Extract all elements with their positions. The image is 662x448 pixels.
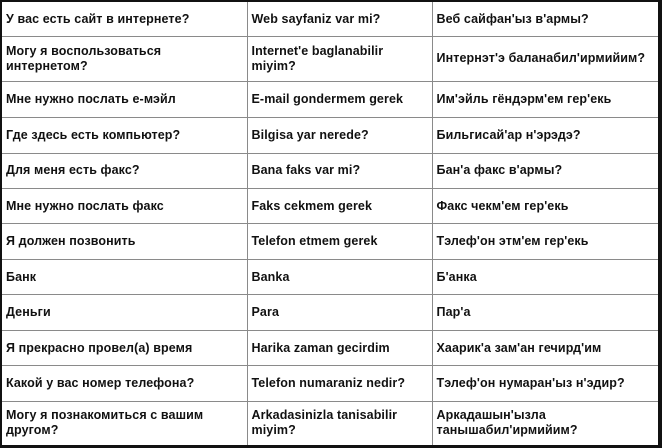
russian-phrase: Для меня есть факс? bbox=[2, 153, 247, 188]
turkish-phrase: Harika zaman gecirdim bbox=[247, 330, 432, 365]
pronunciation: Хаарик'а зам'ан гечирд'им bbox=[432, 330, 658, 365]
pronunciation: Веб сайфан'ыз в'армы? bbox=[432, 2, 658, 37]
turkish-phrase: Telefon numaraniz nedir? bbox=[247, 366, 432, 401]
pronunciation: Б'анка bbox=[432, 259, 658, 294]
russian-phrase: Деньги bbox=[2, 295, 247, 330]
turkish-phrase: Para bbox=[247, 295, 432, 330]
pronunciation: Пар'а bbox=[432, 295, 658, 330]
phrasebook-table bbox=[2, 2, 658, 445]
pronunciation: Тэлеф'он нумаран'ыз н'эдир? bbox=[432, 366, 658, 401]
turkish-phrase: Web sayfaniz var mi? bbox=[247, 2, 432, 37]
table-row bbox=[2, 401, 658, 445]
russian-phrase: У вас есть сайт в интернете? bbox=[2, 2, 247, 37]
turkish-phrase: Faks cekmem gerek bbox=[247, 189, 432, 224]
turkish-phrase: Banka bbox=[247, 259, 432, 294]
russian-phrase: Я должен позвонить bbox=[2, 224, 247, 259]
pronunciation: Им'эйль гёндэрм'ем гер'екь bbox=[432, 81, 658, 118]
table-row bbox=[2, 330, 658, 365]
russian-phrase: Где здесь есть компьютер? bbox=[2, 118, 247, 153]
table-row bbox=[2, 81, 658, 118]
russian-phrase: Мне нужно послать факс bbox=[2, 189, 247, 224]
russian-phrase: Какой у вас номер телефона? bbox=[2, 366, 247, 401]
pronunciation: Тэлеф'он этм'ем гер'екь bbox=[432, 224, 658, 259]
pronunciation: Факс чекм'ем гер'екь bbox=[432, 189, 658, 224]
table-row bbox=[2, 118, 658, 153]
table-row bbox=[2, 224, 658, 259]
table-row bbox=[2, 2, 658, 37]
turkish-phrase: Telefon etmem gerek bbox=[247, 224, 432, 259]
turkish-phrase: E-mail gondermem gerek bbox=[247, 81, 432, 118]
pronunciation: Аркадашын'ызла танышабил'ирмийим? bbox=[432, 401, 658, 445]
table-row bbox=[2, 153, 658, 188]
turkish-phrase: Bana faks var mi? bbox=[247, 153, 432, 188]
table-row bbox=[2, 295, 658, 330]
turkish-phrase: Internet'e baglanabilir miyim? bbox=[247, 37, 432, 81]
table-row bbox=[2, 189, 658, 224]
russian-phrase: Мне нужно послать е-мэйл bbox=[2, 81, 247, 118]
table-row bbox=[2, 37, 658, 81]
pronunciation: Бильгисай'ар н'эрэдэ? bbox=[432, 118, 658, 153]
table-row bbox=[2, 366, 658, 401]
pronunciation: Бан'а факс в'армы? bbox=[432, 153, 658, 188]
russian-phrase: Банк bbox=[2, 259, 247, 294]
russian-phrase: Могу я воспользоваться интернетом? bbox=[2, 37, 247, 81]
turkish-phrase: Bilgisa yar nerede? bbox=[247, 118, 432, 153]
table-row bbox=[2, 259, 658, 294]
russian-phrase: Я прекрасно провел(а) время bbox=[2, 330, 247, 365]
turkish-phrase: Arkadasinizla tanisabilir miyim? bbox=[247, 401, 432, 445]
pronunciation: Интернэт'э баланабил'ирмийим? bbox=[432, 37, 658, 81]
russian-phrase: Могу я познакомиться с вашим другом? bbox=[2, 401, 247, 445]
